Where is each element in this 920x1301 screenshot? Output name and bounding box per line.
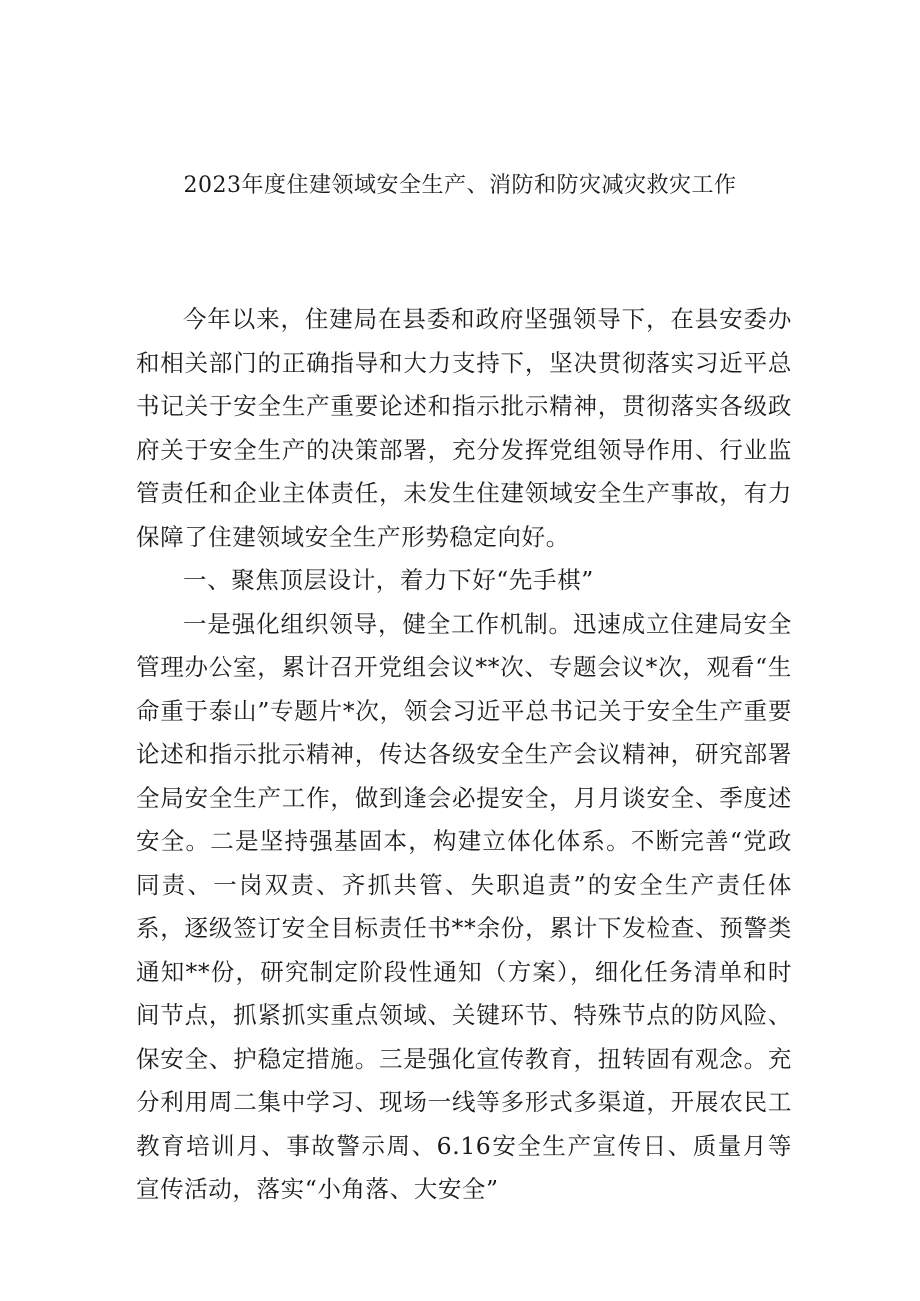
section-heading-1: 一、聚焦顶层设计，着力下好“先手棋” bbox=[183, 566, 594, 594]
paragraph-section-1: 一是强化组织领导，健全工作机制。迅速成立住建局安全管理办公室，累计召开党组会议**次、专题会议*次，观看“生命重于泰山”专题片*次，领会习近平总书记关于安全生产重要论述和指示批示精神，传达各级安全生产会议精神，研究部署全局安全生产工作，做到逢会必提安全，月月谈安全、季度述安全。二是坚持强基固本，构建立体化体系。不断完善“党政同责、一岗双责、齐抓共管、失职追责”的安全生产责任体系，逐级签订安全目标责任书**余份，累计下发检查、预警类通知**份，研究制定阶段性通知（方案），细化任务清单和时间节点，抓紧抓实重点领域、关键环节、特殊节点的防风险、保安全、护稳定措施。三是强化宣传教育，扭转固有观念。充分利用周二集中学习、现场一线等多形式多渠道，开展农民工教育培训月、事故警示周、6.16安全生产宣传日、质量月等宣传活动，落实“小角落、大安全” bbox=[136, 609, 792, 1203]
document-body bbox=[136, 298, 792, 1212]
document-title: 2023年度住建领域安全生产、消防和防灾减灾救灾工作 bbox=[183, 173, 737, 198]
paragraph-intro: 今年以来，住建局在县委和政府坚强领导下，在县安委办和相关部门的正确指导和大力支持下，坚决贯彻落实习近平总书记关于安全生产重要论述和指示批示精神，贯彻落实各级政府关于安全生产的决策部署，充分发挥党组领导作用、行业监管责任和企业主体责任，未发生住建领域安全生产事故，有力保障了住建领域安全生产形势稳定向好。 bbox=[136, 305, 792, 551]
